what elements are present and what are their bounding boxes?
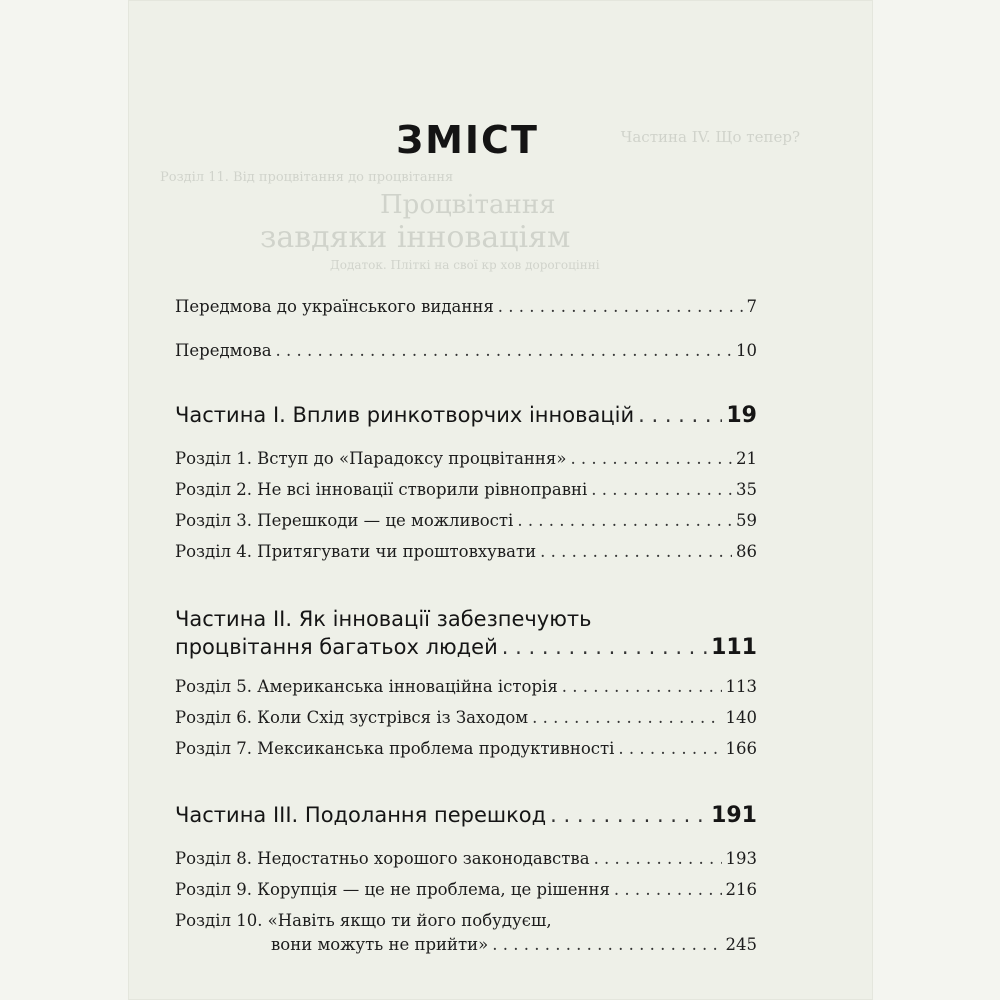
part-title: Частина I. Вплив ринкотворчих інновацій (175, 403, 635, 427)
leader-dots (594, 848, 722, 870)
chapter-entry (175, 676, 757, 698)
page-title: ЗМІСТ (396, 118, 539, 162)
leader-dots (618, 738, 721, 760)
chapter-label: Розділ 3. Перешкоди — це можливості (175, 511, 514, 530)
chapter-page: 166 (725, 739, 757, 758)
chapter-label: Розділ 2. Не всі інновації створили рівноправні (175, 480, 588, 499)
chapter-label: Розділ 5. Американська інноваційна історія (175, 677, 558, 696)
chapter-entry (175, 510, 757, 532)
part-page: 191 (711, 803, 757, 828)
entry-label: Передмова до українського видання (175, 297, 494, 316)
bleed-through-text: Додаток. Пліткі на свої кр хов дорогоцінні (330, 258, 600, 272)
chapter-label: вони можуть не прийти» (271, 935, 489, 954)
chapter-entry (175, 879, 757, 901)
chapter-entry (175, 934, 757, 956)
leader-dots (492, 934, 721, 956)
part-page: 19 (726, 403, 757, 428)
leader-dots (517, 510, 732, 532)
chapter-page: 21 (736, 449, 757, 468)
leader-dots (638, 402, 722, 428)
part-page: 111 (711, 635, 757, 660)
entry-page: 10 (736, 341, 757, 360)
leader-dots (614, 879, 722, 901)
part-heading (175, 402, 757, 429)
entry-label: Передмова (175, 341, 272, 360)
leader-dots (562, 676, 722, 698)
chapter-entry (175, 448, 757, 470)
chapter-label: Розділ 4. Притягувати чи проштовхувати (175, 542, 537, 561)
chapter-label: Розділ 9. Корупція — це не проблема, це рішення (175, 880, 610, 899)
chapter-entry (175, 910, 757, 932)
leader-dots (532, 707, 721, 729)
leader-dots (591, 479, 732, 501)
part-title: процвітання багатьох людей (175, 635, 498, 659)
leader-dots (540, 541, 732, 563)
chapter-page: 35 (736, 480, 757, 499)
part-title: Частина II. Як інновації забезпечують (175, 607, 592, 631)
chapter-label: Розділ 6. Коли Схід зустрівся із Заходом (175, 708, 529, 727)
part-heading (175, 634, 757, 661)
bleed-through-text: Розділ 11. Від процвітання до процвітання (160, 170, 454, 185)
leader-dots (570, 448, 732, 470)
bleed-through-text: завдяки інноваціям (260, 220, 571, 255)
part-heading (175, 802, 757, 829)
entry-page: 7 (746, 297, 757, 316)
leader-dots (276, 340, 732, 362)
part-title: Частина III. Подолання перешкод (175, 803, 547, 827)
chapter-page: 193 (725, 849, 757, 868)
chapter-label: Розділ 1. Вступ до «Парадоксу процвітання» (175, 449, 567, 468)
chapter-label: Розділ 7. Мексиканська проблема продуктивності (175, 739, 615, 758)
chapter-entry (175, 479, 757, 501)
chapter-page: 113 (725, 677, 757, 696)
chapter-label: Розділ 8. Недостатньо хорошого законодавства (175, 849, 590, 868)
chapter-entry (175, 848, 757, 870)
chapter-entry (175, 541, 757, 563)
chapter-page: 86 (736, 542, 757, 561)
chapter-page: 216 (725, 880, 757, 899)
chapter-page: 59 (736, 511, 757, 530)
bleed-through-text: Частина IV. Що тепер? (620, 128, 800, 146)
bleed-through-text: Процвітання (380, 190, 556, 220)
chapter-page: 140 (725, 708, 757, 727)
leader-dots (498, 296, 743, 318)
chapter-page: 245 (725, 935, 757, 954)
toc-entry (175, 340, 757, 362)
chapter-entry (175, 707, 757, 729)
chapter-label: Розділ 10. «Навіть якщо ти його побудуєш, (175, 911, 552, 930)
toc-entry (175, 296, 757, 318)
chapter-entry (175, 738, 757, 760)
leader-dots (550, 802, 707, 828)
leader-dots (502, 634, 707, 660)
